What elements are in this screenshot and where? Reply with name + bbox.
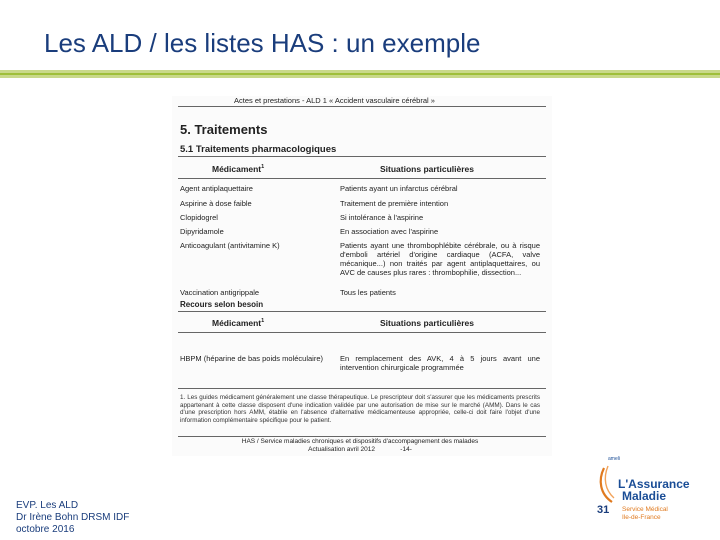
- scanned-document: [172, 96, 552, 456]
- document-footer-line1: HAS / Service maladies chroniques et dispositifs d'accompagnement des malades: [241, 438, 479, 445]
- column-header-situations-2: Situations particulières: [380, 318, 474, 328]
- slide-title: [44, 28, 480, 59]
- footnote-text: 1. Les guides médicament généralement une classe thérapeutique. Le prescripteur doit s'assurer que les médicaments prescrits appartenant à cette classe disposent d'une indication validée par une autorisation de mise sur le marché (AMM). Dans le cas d'une prescription hors AMM, établie en l'absence d'alternative médicamenteuse appropriée, celle-ci doit faire l'objet d'une information complémentaire spécifique pour le patient.: [180, 394, 540, 424]
- document-header: Actes et prestations - ALD 1 « Accident vasculaire cérébral »: [234, 96, 435, 105]
- table-row-1-med: Aspirine à dose faible: [180, 199, 252, 208]
- column-header-medicament-2-label: Médicament: [212, 318, 262, 328]
- logo-sub-line1: Service Médical: [622, 506, 668, 513]
- column-header-situations: Situations particulières: [380, 164, 474, 174]
- title-underline: [0, 70, 720, 78]
- table-row-0-med: Agent antiplaquettaire: [180, 184, 253, 193]
- table-row-5-med: Vaccination antigrippale: [180, 288, 260, 297]
- footnote-rule: [178, 388, 546, 389]
- table2-row-med: HBPM (héparine de bas poids moléculaire): [180, 354, 323, 363]
- recours-rule: [178, 311, 546, 312]
- table-row-1-sit: Traitement de première intention: [340, 199, 449, 208]
- credits-line-2: Dr Irène Bohn DRSM IDF: [16, 512, 130, 523]
- document-footer: [180, 438, 540, 454]
- page-number: 31: [597, 504, 610, 516]
- logo-tiny-text: ameli: [608, 456, 620, 462]
- logo-swoosh-icon: [590, 450, 710, 530]
- table2-row-sit: En remplacement des AVK, 4 à 5 jours avant une intervention chirurgicale programmée: [340, 354, 540, 372]
- slide-title-suffix: un exemple: [338, 28, 481, 58]
- logo-brand-line2: Maladie: [622, 489, 667, 503]
- document-footer-page: -14-: [400, 446, 412, 453]
- logo-sub-line2: Ile-de-France: [622, 514, 661, 521]
- credits-line-3: octobre 2016: [16, 524, 75, 535]
- subsection-rule: [178, 156, 546, 157]
- footer-rule: [178, 436, 546, 437]
- column-header-medicament-2: [212, 318, 264, 328]
- table-row-0-sit: Patients ayant un infarctus cérébral: [340, 184, 458, 193]
- recours-heading: Recours selon besoin: [180, 300, 264, 309]
- document-footer-line2: [180, 446, 540, 454]
- subsection-title: 5.1 Traitements pharmacologiques: [180, 144, 337, 155]
- table-row-4-med: Anticoagulant (antivitamine K): [180, 241, 280, 250]
- table-row-3-sit: En association avec l'aspirine: [340, 227, 439, 236]
- footnote-ref-2: 1: [261, 318, 265, 325]
- table-row-5-sit: Tous les patients: [340, 288, 396, 297]
- assurance-maladie-logo: [590, 450, 710, 530]
- slide-title-main: Les ALD / les listes HAS :: [44, 28, 339, 58]
- table2-header-rule: [178, 332, 546, 333]
- slide-credits: [16, 500, 129, 536]
- document-footer-date: Actualisation avril 2012: [308, 446, 375, 453]
- table-row-4-sit: Patients ayant une thrombophlébite cérébrale, ou à risque d'emboli artériel d'origine cardiaque (ACFA, valve mécanique...) non traités par agent antiplaquettaires, ou AVC de causes plus rares : thrombophilie, dissection...: [340, 241, 540, 277]
- table-row-2-med: Clopidogrel: [180, 213, 218, 222]
- table-header-rule: [178, 178, 546, 179]
- column-header-medicament: [212, 164, 264, 174]
- column-header-medicament-label: Médicament: [212, 164, 262, 174]
- header-rule: [178, 106, 546, 107]
- section-title: 5. Traitements: [180, 122, 268, 137]
- table-row-3-med: Dipyridamole: [180, 227, 224, 236]
- credits-line-1: EVP. Les ALD: [16, 500, 79, 511]
- footnote-ref: 1: [261, 164, 265, 171]
- table-row-2-sit: Si intolérance à l'aspirine: [340, 213, 424, 222]
- logo-brand-line1: L'Assurance: [618, 477, 690, 491]
